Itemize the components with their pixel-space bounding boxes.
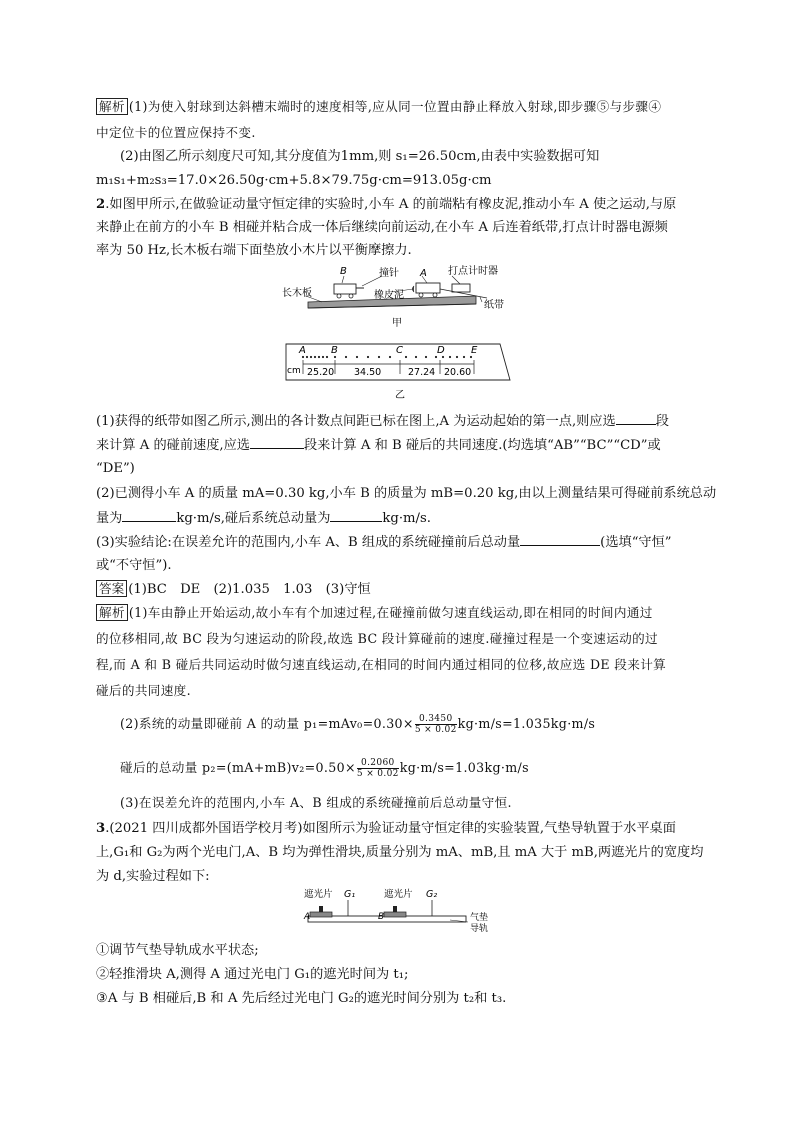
fig-a-caption: 甲: [392, 318, 402, 328]
q2-analysis-6: 碰后的总动量 p₂=(mA+mB)v₂=0.50× $\frac{0.2060}{5 \times 0.02}$ kg·m/s=1.03kg·m/s: [120, 758, 529, 779]
tape-point-a: A: [299, 345, 306, 356]
slider-b: B: [378, 912, 385, 922]
q2-analysis-3: 程,而 A 和 B 碰后共同运动时做匀速直线运动,在相同的时间内通过相同的位移,故应选 DE 段来计算: [96, 657, 667, 672]
q3-step-3: ③A 与 B 相碰后,B 和 A 先后经过光电门 G₂的遮光时间分别为 t₂和 t₃.: [96, 991, 507, 1006]
q2-analysis-4: 碰后的共同速度.: [96, 683, 191, 698]
tape-unit: cm: [287, 366, 301, 376]
tape-segment-cd: 27.24: [408, 367, 436, 378]
fraction-2: $\frac{0.2060}{5 \times 0.02}$: [356, 758, 399, 779]
fig-a-label-a: A: [420, 268, 427, 279]
figure-cart-setup: [282, 264, 512, 328]
q2-sub3-line-1: (3)实验结论:在误差允许的范围内,小车 A、B 组成的系统碰撞前后总动量 (选填“守恒”: [96, 535, 672, 550]
tape-point-b: B: [331, 345, 338, 356]
q2-sub1-line-2: 来计算 A 的碰前速度,应选 段来计算 A 和 B 碰后的共同速度.(均选填“AB”“BC”“CD”或: [96, 438, 661, 453]
shade-label-2: 遮光片: [384, 889, 413, 900]
q2-sub2-line-2: 量为 kg·m/s,碰后系统总动量为 kg·m/s.: [96, 511, 431, 526]
figure-paper-tape: [282, 340, 514, 402]
tape-point-c: C: [396, 345, 403, 356]
q2-sub1-line-3: “DE”): [96, 461, 135, 476]
gate-g1: G₁: [344, 889, 356, 900]
analysis-line-2: 中定位卡的位置应保持不变.: [96, 125, 256, 140]
q2-stem-1: 2.如图甲所示,在做验证动量守恒定律的实验时,小车 A 的前端粘有橡皮泥,推动小车 A 使之运动,与原: [96, 197, 677, 212]
q3-step-1: ①调节气垫导轨成水平状态;: [96, 943, 259, 958]
blank-5[interactable]: [520, 533, 600, 546]
tape-segment-de: 20.60: [444, 367, 472, 378]
q2-sub2-line-1: (2)已测得小车 A 的质量 mA=0.30 kg,小车 B 的质量为 mB=0.20 kg,由以上测量结果可得碰前系统总动: [96, 486, 717, 501]
shade-label-1: 遮光片: [304, 889, 333, 900]
analysis-line-1: 解析 (1)为使入射球到达斜槽末端时的速度相等,应从同一位置由静止释放入射球,即步骤⑤与步骤④: [96, 98, 698, 116]
blank-3[interactable]: [122, 509, 176, 522]
blank-4[interactable]: [330, 509, 382, 522]
tape-point-e: E: [471, 345, 478, 356]
fraction-1: $\frac{0.3450}{5 \times 0.02}$: [414, 714, 457, 735]
blank-1[interactable]: [616, 412, 656, 425]
slider-a: A: [304, 912, 311, 922]
q2-number: 2: [96, 197, 106, 212]
q2-answer: 答案 (1)BC DE (2)1.035 1.03 (3)守恒: [96, 580, 698, 599]
blank-2[interactable]: [250, 436, 304, 449]
fig-a-label-needle: 撞针: [379, 268, 399, 279]
fig-a-label-timer: 打点计时器: [448, 266, 498, 277]
q2-analysis-5: (2)系统的动量即碰前 A 的动量 p₁=mAv₀=0.30× $\frac{0.3450}{5 \times 0.02}$ kg·m/s=1.035kg·m/s: [120, 714, 596, 735]
tape-point-d: D: [437, 345, 445, 356]
q2-stem-2: 来静止在前方的小车 B 相碰并粘合成一体后继续向前运动,在小车 A 后连着纸带,打点计时器电源频: [96, 220, 668, 235]
analysis-line-4: m₁s₁+m₂s₃=17.0×26.50g·cm+5.8×79.75g·cm=913.05g·cm: [96, 173, 492, 188]
rail-label-2: 导轨: [470, 924, 489, 934]
figure-air-track: [300, 886, 496, 934]
analysis-tag-2: 解析: [96, 604, 128, 621]
q3-step-2: ②轻推滑块 A,测得 A 通过光电门 G₁的遮光时间为 t₁;: [96, 967, 409, 982]
rail-label-1: 气垫: [470, 913, 489, 923]
q2-stem-3: 率为 50 Hz,长木板右端下面垫放小木片以平衡摩擦力.: [96, 243, 412, 258]
q2-analysis-1: 解析 (1)车由静止开始运动,故小车有个加速过程,在碰撞前做匀速直线运动,即在相同的时间内通过: [96, 604, 698, 622]
fig-a-label-clay: 橡皮泥: [374, 290, 404, 301]
fig-b-caption: 乙: [395, 390, 405, 401]
q3-stem-3: 为 d,实验过程如下:: [96, 869, 210, 884]
gate-g2: G₂: [426, 889, 438, 900]
answer-tag: 答案: [96, 580, 127, 597]
q2-analysis-2: 的位移相同,故 BC 段为匀速运动的阶段,故选 BC 段计算碰前的速度.碰撞过程是一个变速运动的过: [96, 631, 658, 646]
analysis-tag: 解析: [96, 98, 128, 115]
q2-sub1-line-1: (1)获得的纸带如图乙所示,测出的各计数点间距已标在图上,A 为运动起始的第一点,则应选 段: [96, 414, 669, 429]
tape-segment-ab: 25.20: [307, 367, 335, 378]
q2-sub3-line-2: 或“不守恒”).: [96, 558, 172, 573]
fig-a-label-tape: 纸带: [484, 300, 504, 311]
tape-segment-bc: 34.50: [354, 367, 382, 378]
q2-analysis-7: (3)在误差允许的范围内,小车 A、B 组成的系统碰撞前后总动量守恒.: [120, 795, 512, 810]
q3-number: 3: [96, 821, 106, 836]
q3-stem-2: 上,G₁和 G₂为两个光电门,A、B 均为弹性滑块,质量分别为 mA、mB,且 mA 大于 mB,两遮光片的宽度均: [96, 845, 704, 860]
fig-a-label-board: 长木板: [282, 288, 312, 299]
analysis-line-3: (2)由图乙所示刻度尺可知,其分度值为1mm,则 s₁=26.50cm,由表中实验数据可知: [120, 149, 600, 164]
q3-stem-1: 3.(2021 四川成都外国语学校月考)如图所示为验证动量守恒定律的实验装置,气垫导轨置于水平桌面: [96, 821, 676, 836]
fig-a-label-b: B: [340, 266, 347, 277]
